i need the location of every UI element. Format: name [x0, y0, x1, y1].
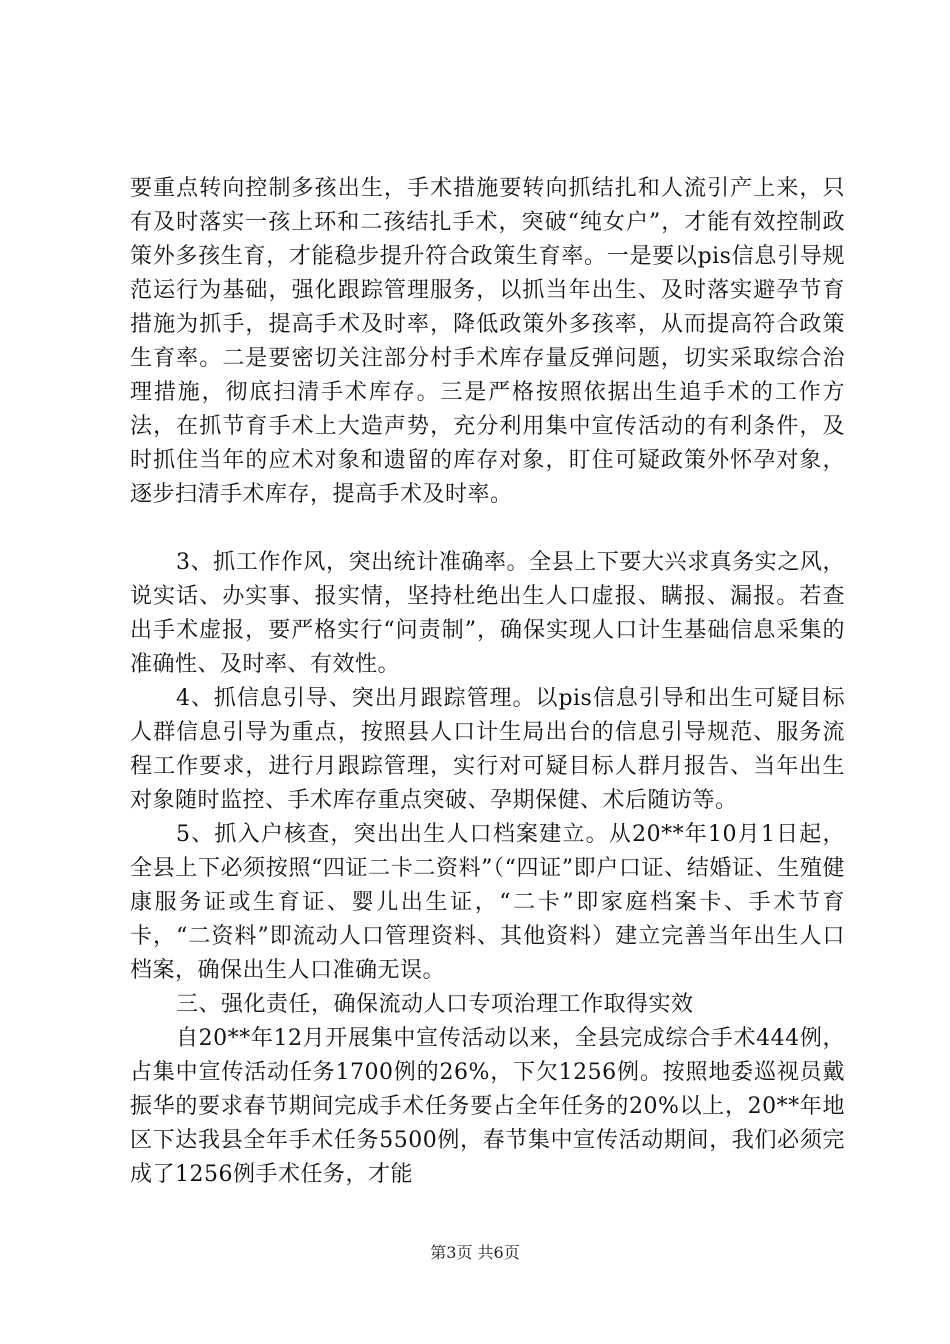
- paragraph-2: 3、抓工作作风，突出统计准确率。全县上下要大兴求真务实之风，说实话、办实事、报实情，坚持杜绝出生人口虚报、瞒报、漏报。若查出手术虚报，要严格实行“问责制”，确保实现人口计生基础信息采集的准确性、及时率、有效性。: [130, 550, 845, 677]
- section-heading: 三、强化责任，确保流动人口专项治理工作取得实效: [176, 992, 694, 1017]
- paragraph-4: 5、抓入户核查，突出出生人口档案建立。从20**年10月1日起，全县上下必须按照“四证二卡二资料”（“四证”即户口证、结婚证、生殖健康服务证或生育证、婴儿出生证，“二卡”即家庭档案卡、手术节育卡，“二资料”即流动人口管理资料、其他资料）建立完善当年出生人口档案，确保出生人口准确无误。: [130, 822, 845, 983]
- paragraph-1: 要重点转向控制多孩出生，手术措施要转向抓结扎和人流引产上来，只有及时落实一孩上环和二孩结扎手术，突破“纯女户”，才能有效控制政策外多孩生育，才能稳步提升符合政策生育率。一是要以pis信息引导规范运行为基础，强化跟踪管理服务，以抓当年出生、及时落实避孕节育措施为抓手，提高手术及时率，降低政策外多孩率，从而提高符合政策生育率。二是要密切关注部分村手术库存量反弹问题，切实采取综合治理措施，彻底扫清手术库存。三是严格按照依据出生追手术的工作方法，在抓节育手术上大造声势，充分利用集中宣传活动的有利条件，及时抓住当年的应术对象和遗留的库存对象，盯住可疑政策外怀孕对象，逐步扫清手术库存，提高手术及时率。: [130, 176, 845, 507]
- paragraph-3: 4、抓信息引导、突出月跟踪管理。以pis信息引导和出生可疑目标人群信息引导为重点，按照县人口计生局出台的信息引导规范、服务流程工作要求，进行月跟踪管理，实行对可疑目标人群月报告、当年出生对象随时监控、手术库存重点突破、孕期保健、术后随访等。: [130, 686, 845, 813]
- paragraph-5: 自20**年12月开展集中宣传活动以来，全县完成综合手术444例，占集中宣传活动任务1700例的26%，下欠1256例。按照地委巡视员戴振华的要求春节期间完成手术任务要占全年任务的20%以上，20**年地区下达我县全年手术任务5500例，春节集中宣传活动期间，我们必须完成了1256例手术任务，才能: [130, 1026, 845, 1187]
- page-footer: 第3页 共6页: [430, 1243, 520, 1262]
- document-body: [130, 172, 845, 1192]
